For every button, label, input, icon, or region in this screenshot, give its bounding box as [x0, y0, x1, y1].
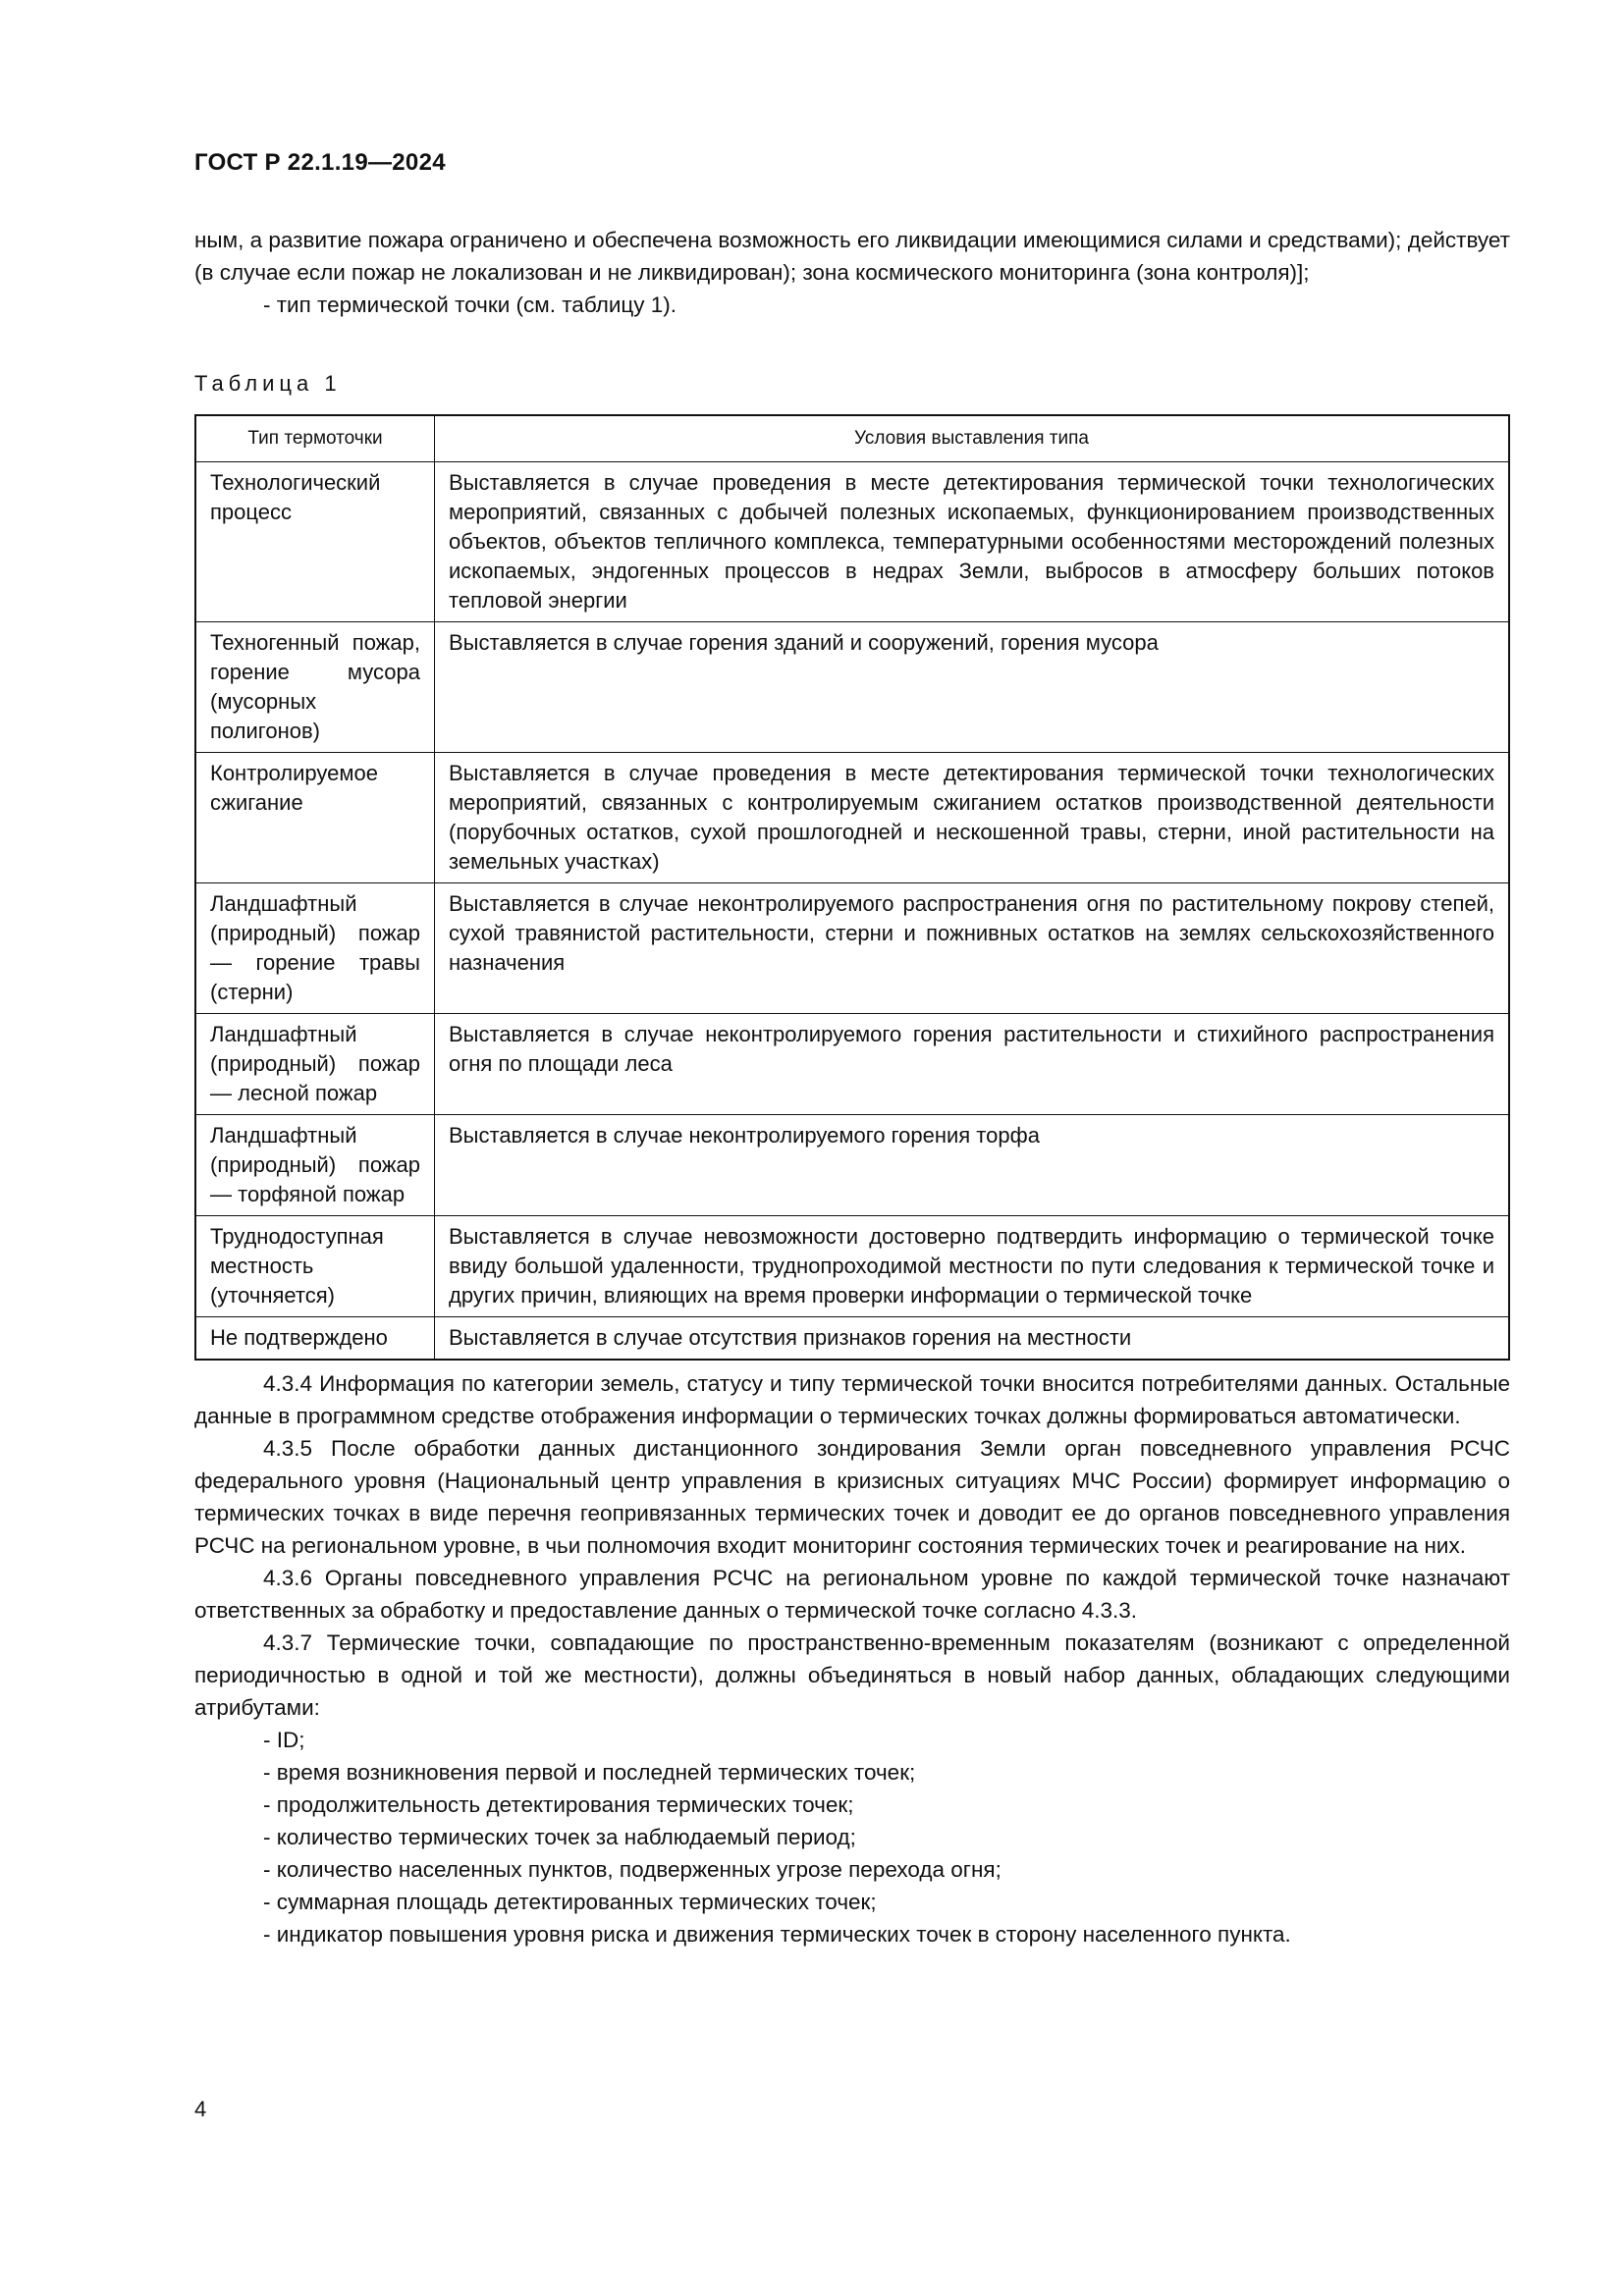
- thermal-point-types-table: [194, 414, 1510, 1361]
- table-cell-condition: Выставляется в случае горения зданий и сооружений, горения мусора: [435, 622, 1510, 753]
- table-cell-condition: Выставляется в случае неконтролируемого распространения огня по растительному покрову степей, сухой травянистой растительности, стерни и пожнивных остатков на землях сельскохозяйственного назначения: [435, 883, 1510, 1014]
- table-row: [195, 883, 1509, 1014]
- table-row: [195, 1216, 1509, 1317]
- table-cell-type: Контролируемое сжигание: [195, 753, 435, 883]
- table-cell-type: Ландшафтный (природный) пожар — горение травы (стерни): [195, 883, 435, 1014]
- attribute-list-item: - время возникновения первой и последней термических точек;: [263, 1760, 916, 1785]
- paragraph-4-3-4: 4.3.4 Информация по категории земель, статусу и типу термической точки вносится потребителями данных. Остальные данные в программном средстве отображения информации о термических точках должны формироваться автоматически.: [194, 1371, 1510, 1428]
- table-cell-condition: Выставляется в случае проведения в месте детектирования термической точки технологических мероприятий, связанных с добычей полезных ископаемых, функционированием производственных объектов, объектов тепличного комплекса, температурными особенностями месторождений полезных ископаемых, эндогенных процессов в недрах Земли, выбросов в атмосферу больших потоков тепловой энергии: [435, 462, 1510, 622]
- table-cell-type: Не подтверждено: [195, 1317, 435, 1361]
- intro-bullet-item: - тип термической точки (см. таблицу 1).: [263, 293, 677, 317]
- table-row: [195, 1317, 1509, 1361]
- table-cell-condition: Выставляется в случае невозможности достоверно подтвердить информацию о термической точке ввиду большой удаленности, труднопроходимой местности по пути следования к термической точке и других причин, влияющих на время проверки информации о термической точке: [435, 1216, 1510, 1317]
- table-header-condition: Условия выставления типа: [435, 415, 1510, 462]
- table-cell-type: Технологический процесс: [195, 462, 435, 622]
- paragraph-4-3-5: 4.3.5 После обработки данных дистанционного зондирования Земли орган повседневного управления РСЧС федерального уровня (Национальный центр управления в кризисных ситуациях МЧС России) формирует информацию о термических точках в виде перечня геопривязанных термических точек и доводит ее до органов повседневного управления РСЧС на региональном уровне, в чьи полномочия входит мониторинг состояния термических точек и реагирование на них.: [194, 1436, 1510, 1558]
- table-row: [195, 1014, 1509, 1115]
- table-row: [195, 1115, 1509, 1216]
- table-cell-type: Ландшафтный (природный) пожар — торфяной пожар: [195, 1115, 435, 1216]
- table-cell-condition: Выставляется в случае проведения в месте детектирования термической точки технологических мероприятий, связанных с контролируемым сжиганием остатков производственной деятельности (порубочных остатков, сухой прошлогодней и нескошенной травы, стерни, иной растительности на земельных участках): [435, 753, 1510, 883]
- table-cell-type: Ландшафтный (природный) пожар — лесной пожар: [195, 1014, 435, 1115]
- paragraph-4-3-7: 4.3.7 Термические точки, совпадающие по пространственно-временным показателям (возникают с определенной периодичностью в одной и той же местности), должны объединяться в новый набор данных, обладающих следующими атрибутами:: [194, 1630, 1510, 1720]
- table-cell-condition: Выставляется в случае отсутствия признаков горения на местности: [435, 1317, 1510, 1361]
- attribute-list-item: - ID;: [263, 1728, 305, 1752]
- intro-block: [194, 224, 1510, 321]
- intro-continuation-text: ным, а развитие пожара ограничено и обеспечена возможность его ликвидации имеющимися силами и средствами); действует (в случае если пожар не локализован и не ликвидирован); зона космического мониторинга (зона контроля)];: [194, 228, 1510, 285]
- table-cell-condition: Выставляется в случае неконтролируемого горения растительности и стихийного распространения огня по площади леса: [435, 1014, 1510, 1115]
- table-header-type: Тип термоточки: [195, 415, 435, 462]
- attribute-list-item: - количество населенных пунктов, подверженных угрозе перехода огня;: [263, 1857, 1001, 1882]
- paragraph-4-3-6: 4.3.6 Органы повседневного управления РСЧС на региональном уровне по каждой термической точке назначают ответственных за обработку и предоставление данных о термической точке согласно 4.3.3.: [194, 1566, 1510, 1623]
- attribute-list-item: - индикатор повышения уровня риска и движения термических точек в сторону населенного пункта.: [263, 1922, 1291, 1947]
- document-code-header: ГОСТ Р 22.1.19—2024: [194, 149, 446, 176]
- table-cell-condition: Выставляется в случае неконтролируемого горения торфа: [435, 1115, 1510, 1216]
- attribute-list-item: - суммарная площадь детектированных термических точек;: [263, 1890, 877, 1914]
- table-header-row: [195, 415, 1509, 462]
- table-row: [195, 462, 1509, 622]
- table-row: [195, 753, 1509, 883]
- table-caption: Таблица 1: [194, 371, 342, 396]
- sections-block: [194, 1367, 1510, 1950]
- table-cell-type: Техногенный пожар, горение мусора (мусорных полигонов): [195, 622, 435, 753]
- table-row: [195, 622, 1509, 753]
- attribute-list-item: - количество термических точек за наблюдаемый период;: [263, 1825, 856, 1849]
- table-cell-type: Труднодоступная местность (уточняется): [195, 1216, 435, 1317]
- page-number: 4: [194, 2097, 207, 2121]
- attribute-list-item: - продолжительность детектирования термических точек;: [263, 1792, 854, 1817]
